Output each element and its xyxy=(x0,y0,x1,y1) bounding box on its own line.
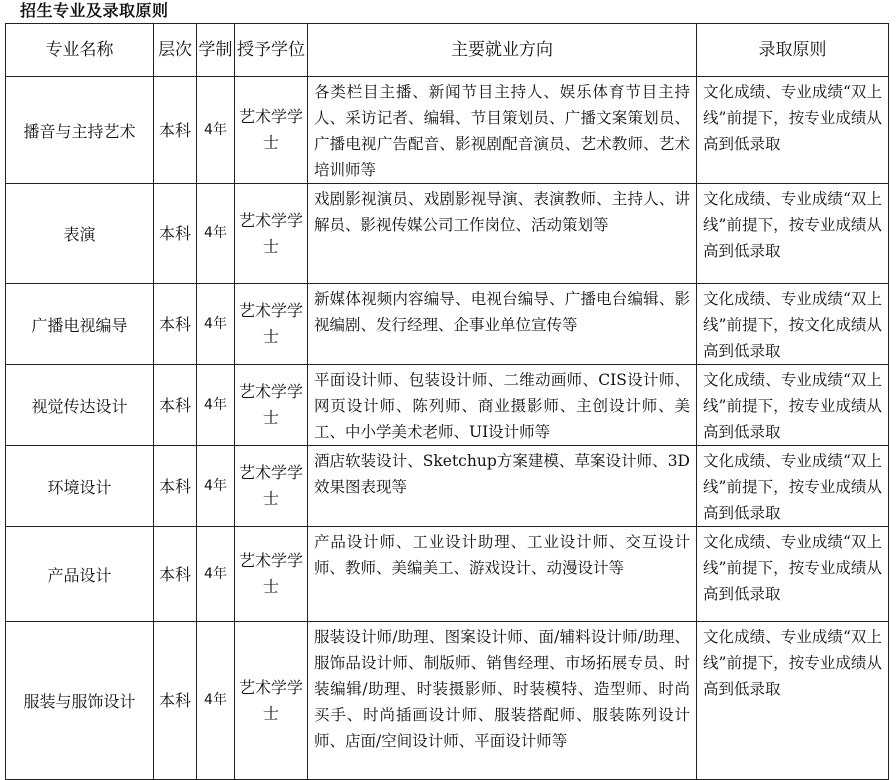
major-name: 视觉传达设计 xyxy=(6,365,154,446)
degree-cell: 艺术学学士 xyxy=(235,284,308,365)
degree-cell: 艺术学学士 xyxy=(235,77,308,184)
header-row xyxy=(6,24,889,77)
table-row xyxy=(6,446,889,527)
level-cell: 本科 xyxy=(154,527,197,622)
rule-cell: 文化成绩、专业成绩“双上线”前提下，按专业成绩从高到低录取 xyxy=(697,365,889,446)
level-cell: 本科 xyxy=(154,446,197,527)
level-cell: 本科 xyxy=(154,365,197,446)
years-cell: 4年 xyxy=(197,184,235,284)
header-major: 专业名称 xyxy=(6,24,154,77)
major-name: 播音与主持艺术 xyxy=(6,77,154,184)
table-row xyxy=(6,284,889,365)
years-cell: 4年 xyxy=(197,446,235,527)
years-cell: 4年 xyxy=(197,527,235,622)
jobs-cell: 酒店软装设计、Sketchup方案建模、草案设计师、3D效果图表现等 xyxy=(308,446,697,527)
header-degree: 授予学位 xyxy=(235,24,308,77)
jobs-cell: 戏剧影视演员、戏剧影视导演、表演教师、主持人、讲解员、影视传媒公司工作岗位、活动策划等 xyxy=(308,184,697,284)
admission-table xyxy=(5,23,889,780)
level-cell: 本科 xyxy=(154,284,197,365)
jobs-cell: 新媒体视频内容编导、电视台编导、广播电台编辑、影视编剧、发行经理、企事业单位宣传等 xyxy=(308,284,697,365)
degree-cell: 艺术学学士 xyxy=(235,527,308,622)
major-name: 环境设计 xyxy=(6,446,154,527)
level-cell: 本科 xyxy=(154,77,197,184)
degree-cell: 艺术学学士 xyxy=(235,184,308,284)
degree-cell: 艺术学学士 xyxy=(235,622,308,780)
major-name: 广播电视编导 xyxy=(6,284,154,365)
rule-cell: 文化成绩、专业成绩“双上线”前提下，按专业成绩从高到低录取 xyxy=(697,446,889,527)
jobs-cell: 各类栏目主播、新闻节目主持人、娱乐体育节目主持人、采访记者、编辑、节目策划员、广播文案策划员、广播电视广告配音、影视剧配音演员、艺术教师、艺术培训师等 xyxy=(308,77,697,184)
years-cell: 4年 xyxy=(197,365,235,446)
table-row xyxy=(6,622,889,780)
years-cell: 4年 xyxy=(197,284,235,365)
header-years: 学制 xyxy=(197,24,235,77)
level-cell: 本科 xyxy=(154,184,197,284)
table-row xyxy=(6,527,889,622)
header-rule: 录取原则 xyxy=(697,24,889,77)
rule-cell: 文化成绩、专业成绩“双上线”前提下，按专业成绩从高到低录取 xyxy=(697,622,889,780)
table-row xyxy=(6,365,889,446)
major-name: 产品设计 xyxy=(6,527,154,622)
years-cell: 4年 xyxy=(197,622,235,780)
level-cell: 本科 xyxy=(154,622,197,780)
degree-cell: 艺术学学士 xyxy=(235,365,308,446)
header-level: 层次 xyxy=(154,24,197,77)
jobs-cell: 平面设计师、包装设计师、二维动画师、CIS设计师、网页设计师、陈列师、商业摄影师、主创设计师、美工、中小学美术老师、UI设计师等 xyxy=(308,365,697,446)
page-title: 招生专业及录取原则 xyxy=(20,1,169,20)
table-row xyxy=(6,184,889,284)
major-name: 服装与服饰设计 xyxy=(6,622,154,780)
rule-cell: 文化成绩、专业成绩“双上线”前提下，按专业成绩从高到低录取 xyxy=(697,77,889,184)
degree-cell: 艺术学学士 xyxy=(235,446,308,527)
jobs-cell: 服装设计师/助理、图案设计师、面/辅料设计师/助理、服饰品设计师、制版师、销售经理、市场拓展专员、时装编辑/助理、时装摄影师、时装模特、造型师、时尚买手、时尚插画设计师、服装搭配师、服装陈列设计师、店面/空间设计师、平面设计师等 xyxy=(308,622,697,780)
rule-cell: 文化成绩、专业成绩“双上线”前提下，按专业成绩从高到低录取 xyxy=(697,527,889,622)
header-jobs: 主要就业方向 xyxy=(308,24,697,77)
major-name: 表演 xyxy=(6,184,154,284)
jobs-cell: 产品设计师、工业设计助理、工业设计师、交互设计师、教师、美编美工、游戏设计、动漫设计等 xyxy=(308,527,697,622)
rule-cell: 文化成绩、专业成绩“双上线”前提下，按专业成绩从高到低录取 xyxy=(697,184,889,284)
rule-cell: 文化成绩、专业成绩“双上线”前提下，按文化成绩从高到低录取 xyxy=(697,284,889,365)
table-row xyxy=(6,77,889,184)
years-cell: 4年 xyxy=(197,77,235,184)
